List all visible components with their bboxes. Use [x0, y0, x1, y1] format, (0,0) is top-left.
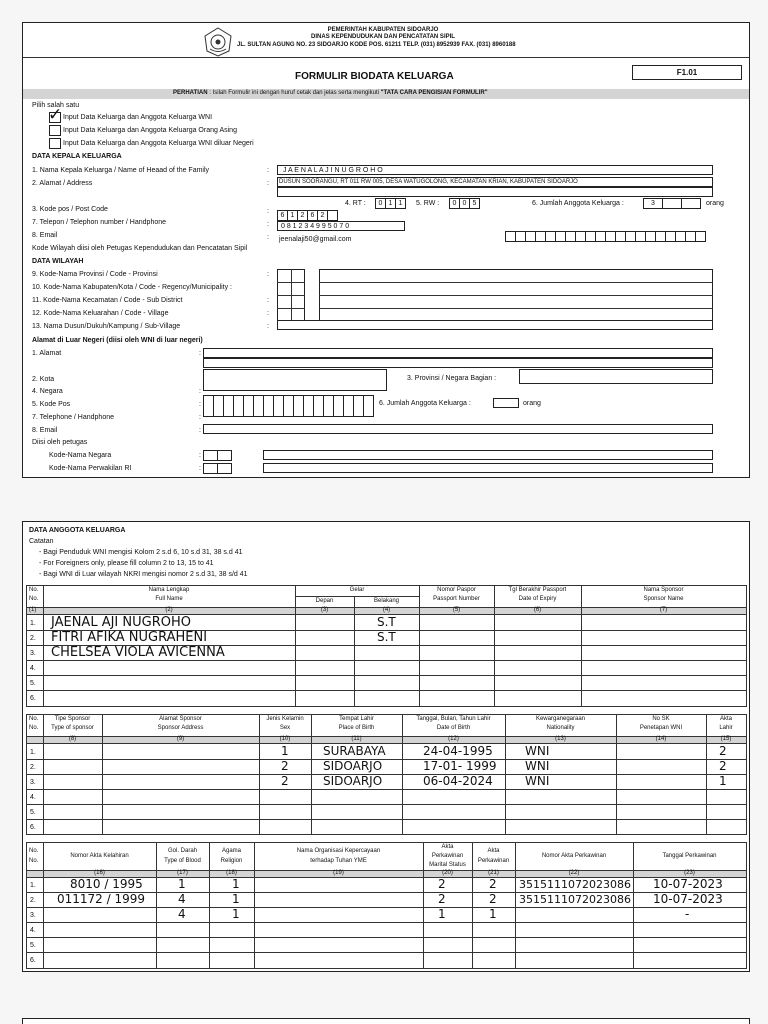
col-paspor-header: Nomor Paspor: [437, 587, 476, 593]
row-number: 2.: [30, 635, 36, 642]
email-extra-cells[interactable]: [505, 231, 705, 242]
form-title: FORMULIR BIODATA KELUARGA: [295, 71, 454, 82]
colon: :: [267, 310, 269, 317]
col-paspor-header-en: Passport Number: [433, 596, 480, 602]
colon: :: [267, 271, 269, 278]
row-number: 2.: [30, 764, 36, 771]
row-number: 6.: [30, 824, 36, 831]
rw-label: 5. RW :: [416, 200, 440, 207]
member-marital-status: 2: [438, 877, 446, 891]
row-number: 1.: [30, 620, 36, 627]
member-birthdate: 06-04-2024: [423, 774, 493, 788]
rw-cells[interactable]: 0 0 5: [449, 198, 479, 209]
colon: :: [267, 208, 269, 215]
col-num: (19): [333, 870, 344, 876]
catatan-note-2: - For Foreigners only, please fill column 2 to 13, 15 to 41: [39, 560, 214, 567]
col-depan-header: Depan: [315, 598, 334, 604]
col-num: (4): [382, 607, 391, 613]
luar-kodepos-label: 5. Kode Pos: [32, 401, 71, 408]
colon: :: [267, 221, 269, 228]
col-num: (16): [94, 870, 105, 876]
head-name-label: 1. Nama Kepala Keluarga / Name of Heaad of the Family: [32, 167, 210, 174]
col-expiry-header: Tgl Berakhir Passport: [508, 587, 567, 593]
col-tempat-header-en: Place of Birth: [338, 725, 375, 731]
member-akta-perkawinan: 2: [489, 877, 497, 891]
row-number: 1.: [30, 882, 36, 889]
row-number: 6.: [30, 695, 36, 702]
dusun-field[interactable]: [277, 320, 713, 330]
col-num: (3): [320, 607, 329, 613]
wilayah-section-title: DATA WILAYAH: [32, 258, 84, 265]
member-marital-status: 1: [438, 907, 446, 921]
col-num: (23): [684, 870, 695, 876]
postcode-label: 3. Kode pos / Post Code: [32, 206, 108, 213]
luar-kodepos-cells[interactable]: [203, 395, 373, 417]
header-line-2: DINAS KEPENDUDUKAN DAN PENCATATAN SIPIL: [311, 34, 455, 40]
col-nama-header: Nama Lengkap: [148, 587, 190, 593]
jumlah-cells[interactable]: 3: [643, 198, 700, 209]
petugas-label: Diisi oleh petugas: [32, 439, 88, 446]
form-code: F1.01: [632, 65, 742, 80]
row-number: 3.: [30, 912, 36, 919]
col-nomor-akta-perkawinan-header: Nomor Akta Perkawinan: [541, 853, 607, 859]
col-akta-kelahiran-header: Nomor Akta Kelahiran: [70, 853, 129, 859]
member-sex: 2: [281, 774, 289, 788]
member-akta-perkawinan: 1: [489, 907, 497, 921]
row-number: 5.: [30, 942, 36, 949]
col-num: (11): [351, 736, 362, 742]
col-tgl-header-en: Date of Birth: [436, 725, 471, 731]
col-num: (13): [555, 736, 566, 742]
col-goldarah-header: Gol. Darah: [167, 848, 197, 854]
col-tempat-header: Tempat Lahir: [339, 716, 374, 722]
option-luar-checkbox[interactable]: [49, 138, 61, 149]
col-expiry-header-en: Date of Expiry: [518, 596, 557, 602]
member-akta-kelahiran: 011172 / 1999: [57, 892, 146, 906]
member-marital-status: 2: [438, 892, 446, 906]
col-nama-header-en: Full Name: [155, 596, 183, 602]
row-number: 4.: [30, 794, 36, 801]
member-nomor-akta-perkawinan: 3515111072023086: [519, 893, 631, 906]
member-nomor-akta-perkawinan: 3515111072023086: [519, 878, 631, 891]
col-num: (17): [177, 870, 188, 876]
member-nationality: WNI: [525, 759, 550, 773]
member-nationality: WNI: [525, 774, 550, 788]
col-no-header: No.: [29, 587, 39, 593]
col-marital-header: Marital Status: [429, 862, 466, 868]
colon: :: [199, 350, 201, 357]
colon: :: [199, 414, 201, 421]
head-name-value: J A E N A L A J I N U G R O H O: [283, 167, 383, 174]
row-number: 1.: [30, 749, 36, 756]
col-kw-header: Kewarganegaraan: [535, 716, 586, 722]
option-asing-checkbox[interactable]: [49, 125, 61, 136]
form-page-1: [22, 22, 750, 478]
luar-jumlah-label: 6. Jumlah Anggota Keluarga :: [379, 400, 471, 407]
member-akta-perkawinan: 2: [489, 892, 497, 906]
phone-value: 0 8 1 2 3 4 9 9 5 0 7 0: [281, 223, 350, 230]
col-goldarah-header-en: Type of Blood: [164, 858, 201, 864]
luar-email-label: 8. Email: [32, 427, 58, 434]
kelurahan-label: 12. Kode-Nama Keluarahan / Code - Village: [32, 310, 169, 317]
row-number: 3.: [30, 650, 36, 657]
provinsi-label: 9. Kode-Nama Provinsi / Code - Provinsi: [32, 271, 158, 278]
col-organisasi-header: Nama Organisasi Kepercayaan: [296, 848, 381, 854]
col-sponsor-header-en: Sponsor Name: [643, 596, 684, 602]
col-num: (2): [165, 607, 173, 613]
member-akta-lahir: 2: [719, 759, 727, 773]
members-table-1: [26, 585, 747, 707]
kode-negara-cells[interactable]: [203, 450, 231, 461]
col-num: (15): [720, 736, 732, 742]
luar-alamat-field[interactable]: [203, 348, 713, 358]
member-akta-kelahiran: 8010 / 1995: [70, 877, 143, 891]
col-sk-header-en: Penetapan WNI: [639, 725, 683, 731]
col-num: (18): [226, 870, 237, 876]
colon: :: [267, 234, 269, 241]
anggota-section-title: DATA ANGGOTA KELUARGA: [29, 527, 126, 534]
col-akta-header-en: Lahir: [719, 725, 733, 731]
member-birthplace: SIDOARJO: [323, 759, 383, 773]
luar-negara-label: 4. Negara: [32, 388, 63, 395]
colon: :: [199, 401, 201, 408]
col-tipe-header-en: Type of sponsor: [51, 725, 94, 731]
col-sponsor-header: Nama Sponsor: [643, 587, 684, 593]
member-blood-type: 4: [178, 892, 186, 906]
member-blood-type: 1: [178, 877, 186, 891]
member-name: FITRI AFIKA NUGRAHENI: [51, 630, 208, 645]
member-birthdate: 24-04-1995: [423, 744, 493, 758]
email-label: 8. Email: [32, 232, 58, 239]
col-num: (5): [452, 607, 461, 613]
catatan-label: Catatan: [29, 538, 54, 545]
luar-phone-label: 7. Telephone / Handphone: [32, 414, 114, 421]
col-num: (21): [488, 870, 499, 876]
jumlah-label: 6. Jumlah Anggota Keluarga :: [532, 200, 624, 207]
perhatian-note: PERHATIAN : Isilah Formulir ini dengan huruf cetak dan jelas serta mengikuti "TATA CARA PENGISIAN FORMULIR": [173, 90, 488, 96]
member-religion: 1: [232, 892, 240, 906]
perwakilan-label: Kode-Nama Perwakilan RI: [49, 465, 132, 472]
col-alamat-header: Alamat Sponsor: [159, 716, 202, 722]
member-gelar: S.T: [377, 615, 396, 629]
col-agama-header-en: Religion: [220, 858, 243, 864]
col-sk-header: No SK: [652, 716, 670, 722]
row-number: 3.: [30, 779, 36, 786]
luar-email-field[interactable]: [203, 424, 713, 434]
form-page-2: [22, 521, 750, 972]
colon: :: [199, 452, 201, 459]
catatan-note-1: - Bagi Penduduk WNI mengisi Kolom 2 s.d 6, 10 s.d 31, 38 s.d 41: [39, 549, 243, 556]
address-label: 2. Alamat / Address: [32, 180, 93, 187]
header-line-1: PEMERINTAH KABUPATEN SIDOARJO: [327, 27, 439, 33]
col-num: (1): [29, 607, 37, 613]
col-perkawinan-header-2: Perkawinan: [431, 853, 464, 859]
nama-perwakilan-field[interactable]: [263, 463, 713, 473]
luar-kota-label: 2. Kota: [32, 376, 55, 383]
member-sex: 2: [281, 759, 289, 773]
member-religion: 1: [232, 877, 240, 891]
col-tgl-header: Tanggal, Bulan, Tahun Lahir: [416, 716, 491, 722]
col-akta-header: Akta: [719, 716, 732, 722]
colon: :: [267, 180, 269, 187]
col-num: (6): [533, 607, 542, 613]
col-organisasi-header-en: terhadap Tuhan YME: [310, 858, 367, 864]
rt-label: 4. RT :: [345, 200, 366, 207]
col-num: (7): [659, 607, 668, 613]
member-gelar: S.T: [377, 630, 396, 644]
row-number: 4.: [30, 927, 36, 934]
option-asing-label: Input Data Keluarga dan Anggota Keluarga Orang Asing: [63, 127, 237, 134]
luar-jumlah-field[interactable]: [493, 398, 519, 408]
postcode-cells[interactable]: 6 1 2 6 2: [277, 210, 337, 221]
phone-label: 7. Telepon / Telephon number / Handphone: [32, 219, 167, 226]
kecamatan-label: 11. Kode-Nama Kecamatan / Code - Sub District: [32, 297, 183, 304]
member-blood-type: 4: [178, 907, 186, 921]
col-kw-header-en: Nationality: [546, 725, 575, 731]
col-akta-perkawinan-header-2: Perkawinan: [477, 858, 510, 864]
luar-provinsi-field[interactable]: [519, 369, 713, 384]
member-tanggal-perkawinan: 10-07-2023: [653, 877, 723, 891]
col-jk-header: Jenis Kelamin: [266, 716, 304, 722]
colon: :: [267, 323, 269, 330]
colon: :: [199, 388, 201, 395]
col-no-header-en: No.: [29, 596, 39, 602]
rt-cells[interactable]: 0 1 1: [375, 198, 405, 209]
col-akta-perkawinan-header: Akta: [487, 848, 500, 854]
nama-negara-field[interactable]: [263, 450, 713, 460]
col-num: (22): [568, 870, 580, 876]
kepala-section-title: DATA KEPALA KELUARGA: [32, 153, 122, 160]
colon: :: [199, 427, 201, 434]
row-number: 5.: [30, 680, 36, 687]
col-num: (8): [68, 736, 77, 742]
col-jk-header-en: Sex: [279, 725, 291, 731]
luar-provinsi-label: 3. Provinsi / Negara Bagian :: [407, 375, 497, 382]
row-number: 2.: [30, 897, 36, 904]
col-belakang-header: Belakang: [373, 598, 400, 604]
luar-section-title: Alamat di Luar Negeri (diisi oleh WNI di luar negeri): [32, 337, 203, 344]
col-num: (12): [448, 736, 459, 742]
member-tanggal-perkawinan: 10-07-2023: [653, 892, 723, 906]
perwakilan-cells[interactable]: [203, 463, 231, 474]
member-birthplace: SURABAYA: [323, 744, 386, 758]
kabupaten-label: 10. Kode-Nama Kabupaten/Kota / Code - Regency/Municipality :: [32, 284, 233, 291]
email-value: jeenalaji50@gmail.com: [279, 236, 352, 243]
luar-kota-field[interactable]: [203, 369, 387, 391]
pilih-label: Pilih salah satu: [32, 102, 80, 109]
col-num: (10): [279, 736, 291, 742]
col-tanggal-perkawinan-header: Tanggal Perkawinan: [662, 853, 717, 859]
col-num: (9): [176, 736, 185, 742]
row-number: 4.: [30, 665, 36, 672]
address-field-2[interactable]: [277, 187, 713, 197]
colon: :: [199, 465, 201, 472]
member-religion: 1: [232, 907, 240, 921]
member-akta-lahir: 1: [719, 774, 727, 788]
row-number: 6.: [30, 957, 36, 964]
col-gelar-header: Gelar: [349, 587, 365, 593]
col-tipe-header: Tipe Sponsor: [54, 716, 91, 722]
col-num: (14): [655, 736, 667, 742]
col-no-header-en: No.: [29, 858, 39, 864]
address-value: DUSUN SOORANGU, RT 011 RW 005, DESA WATUGOLONG, KECAMATAN KRIAN, KABUPATEN SIDOARJO: [279, 179, 578, 185]
col-agama-header: Agama: [221, 848, 241, 854]
members-table-3: [26, 842, 747, 969]
col-no-header-en: No.: [29, 725, 39, 731]
col-no-header: No.: [29, 848, 39, 854]
member-birthdate: 17-01- 1999: [423, 759, 497, 773]
colon: :: [267, 167, 269, 174]
luar-orang-label: orang: [523, 400, 541, 407]
kode-wilayah-note: Kode Wilayah diisi oleh Petugas Kependudukan dan Pencatatan Sipil: [32, 245, 248, 252]
member-sex: 1: [281, 744, 289, 758]
luar-alamat-field-2[interactable]: [203, 358, 713, 368]
option-wni-label: Input Data Keluarga dan Anggota Keluarga WNI: [63, 114, 213, 121]
option-luar-label: Input Data Keluarga dan Anggota Keluarga WNI diluar Negeri: [63, 140, 254, 147]
col-num: (20): [442, 870, 453, 876]
member-name: CHELSEA VIOLA AVICENNA: [51, 645, 225, 660]
member-name: JAENAL AJI NUGROHO: [51, 615, 191, 630]
members-table-2: [26, 714, 747, 835]
dusun-label: 13. Nama Dusun/Dukuh/Kampung / Sub-Village: [32, 323, 181, 330]
header-address: JL. SULTAN AGUNG NO. 23 SIDOARJO KODE POS. 61211 TELP. (031) 8952939 FAX. (031) 8960188: [237, 42, 516, 48]
member-birthplace: SIDOARJO: [323, 774, 383, 788]
luar-alamat-label: 1. Alamat: [32, 350, 62, 357]
col-perkawinan-header: Akta: [441, 844, 454, 850]
member-akta-lahir: 2: [719, 744, 727, 758]
row-number: 5.: [30, 809, 36, 816]
catatan-note-3: - Bagi WNI di Luar wilayah NKRI mengisi nomor 2 s.d 31, 38 s/d 41: [39, 571, 248, 578]
col-alamat-header-en: Sponsor Address: [157, 725, 204, 731]
colon: :: [267, 297, 269, 304]
orang-label: orang: [706, 200, 724, 207]
form-page-3-edge: [22, 1018, 750, 1024]
member-nationality: WNI: [525, 744, 550, 758]
checkmark-icon: ✓: [48, 105, 63, 125]
member-tanggal-perkawinan: -: [685, 907, 690, 921]
kode-negara-label: Kode-Nama Negara: [49, 452, 112, 459]
col-no-header: No.: [29, 716, 39, 722]
